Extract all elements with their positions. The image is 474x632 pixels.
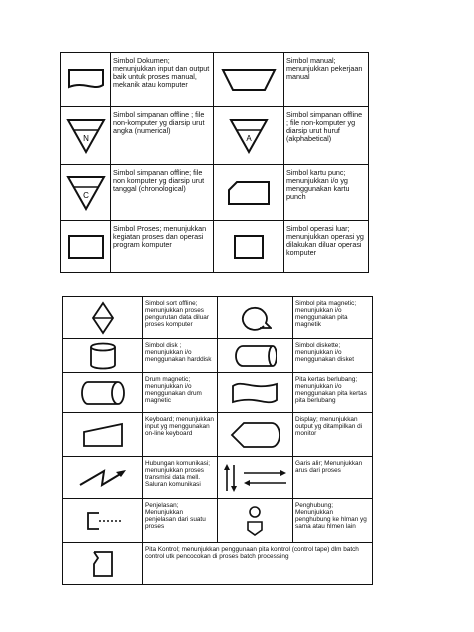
symbol-cell: [214, 165, 284, 221]
symbol-description: Display; menunjukkan output yg ditampilkan di monitor: [293, 413, 373, 457]
storage-letter: C: [82, 190, 89, 200]
symbol-description: Pita kertas berlubang; menunjukkan i/o menggunakan pita kertas pita berlubang: [293, 373, 373, 413]
symbol-description: Simbol Proses; menunjukkan kegiatan proses dan operasi program komputer: [111, 221, 214, 273]
symbol-description: Simbol simpanan offline ; file non-komputer yg diarsip urut angka (numerical): [111, 107, 214, 165]
symbol-cell: [63, 543, 143, 585]
symbol-cell: [63, 373, 143, 413]
symbol-description: Simbol pita magnetic; menunjukkan i/o menggunakan pita magnetik: [293, 297, 373, 339]
manual-operation-icon: [221, 68, 277, 92]
symbol-cell: [63, 457, 143, 499]
offline-storage-c-icon: [66, 175, 106, 211]
table-row: [61, 221, 369, 273]
symbol-cell: [61, 53, 111, 107]
magnetic-tape-icon: [238, 304, 272, 332]
symbol-cell: [61, 221, 111, 273]
symbol-cell: [218, 297, 293, 339]
symbol-cell: [218, 413, 293, 457]
symbol-cell: [63, 413, 143, 457]
symbol-description: Garis alir; Menunjukkan arus dari proses: [293, 457, 373, 499]
symbol-description: Penghubung; Menunjukkan penghubung ke hlman yg sama atau hlmen lain: [293, 499, 373, 543]
symbol-cell: [214, 53, 284, 107]
symbol-description: Simbol simpanan offline; file non komputer yg diarsip urut tanggal (chronological): [111, 165, 214, 221]
flow-line-icon: [222, 463, 288, 493]
symbol-description: Penjelasan; Menunjukkan penjelasan dari suatu proses: [143, 499, 218, 543]
table-row: [61, 165, 369, 221]
symbol-cell: [214, 107, 284, 165]
storage-letter: A: [245, 133, 252, 143]
flowchart-symbol-table-1: [60, 52, 369, 273]
table-row: [63, 543, 373, 585]
process-icon: [67, 234, 105, 260]
symbol-description: Pita Kontrol; menunjukkan penggunaan pita kontrol (control tape) dlm batch control utk pencocokan di proses batch processing: [143, 543, 373, 585]
symbol-description: Simbol disk ; menunjukkan i/o menggunakan harddisk: [143, 339, 218, 373]
symbol-cell: [63, 339, 143, 373]
communication-link-icon: [78, 465, 128, 491]
symbol-cell: [218, 373, 293, 413]
document-icon: [66, 68, 106, 92]
table-row: [63, 457, 373, 499]
table-row: [63, 373, 373, 413]
symbol-cell: [218, 339, 293, 373]
symbol-description: Simbol kartu punc; menunjukkan i/o yg menggunakan kartu punch: [284, 165, 369, 221]
symbol-cell: [61, 165, 111, 221]
symbol-cell: [218, 457, 293, 499]
symbol-description: Simbol sort offline; menunjukkan proses pengurutan data diluar proses komputer: [143, 297, 218, 339]
connector-icon: [243, 505, 267, 537]
control-tape-icon: [92, 550, 114, 578]
annotation-icon: [83, 510, 123, 532]
magnetic-drum-icon: [80, 380, 126, 406]
symbol-cell: [61, 107, 111, 165]
table-row: [61, 107, 369, 165]
symbol-description: Simbol operasi luar; menunjukkan operasi yg dilakukan diluar operasi komputer: [284, 221, 369, 273]
table-row: [63, 297, 373, 339]
symbol-description: Hubungan komunikasi; menunjukkan proses transmisi data mell. Saluran komunikasi: [143, 457, 218, 499]
magnetic-disk-icon: [88, 342, 118, 370]
symbol-description: Keyboard; menunjukkan input yg menggunakan on-line keyboard: [143, 413, 218, 457]
symbol-cell: [214, 221, 284, 273]
table-row: [61, 53, 369, 107]
symbol-cell: [218, 499, 293, 543]
diskette-icon: [233, 344, 277, 368]
table-row: [63, 499, 373, 543]
symbol-description: Simbol Dokumen; menunjukkan input dan output baik untuk proses manual, mekanik atau komputer: [111, 53, 214, 107]
punch-card-icon: [227, 180, 271, 206]
symbol-cell: [63, 297, 143, 339]
display-icon: [230, 421, 280, 449]
offline-operation-icon: [233, 234, 265, 260]
offline-storage-a-icon: [229, 118, 269, 154]
flowchart-symbol-table-2: [62, 296, 373, 585]
table-row: [63, 339, 373, 373]
keyboard-input-icon: [82, 422, 124, 448]
offline-storage-n-icon: [66, 118, 106, 154]
table-row: [63, 413, 373, 457]
sort-offline-icon: [91, 301, 115, 335]
symbol-description: Simbol diskette; menunjukkan i/o menggunakan disket: [293, 339, 373, 373]
symbol-description: Simbol manual; menunjukkan pekerjaan manual: [284, 53, 369, 107]
symbol-description: Simbol simpanan offline ; file non-komputer yg diarsip urut huruf (akphabetical): [284, 107, 369, 165]
punched-tape-icon: [231, 380, 279, 406]
symbol-description: Drum magnetic; menunjukkan i/o menggunakan drum magnetic: [143, 373, 218, 413]
storage-letter: N: [82, 133, 89, 143]
symbol-cell: [63, 499, 143, 543]
